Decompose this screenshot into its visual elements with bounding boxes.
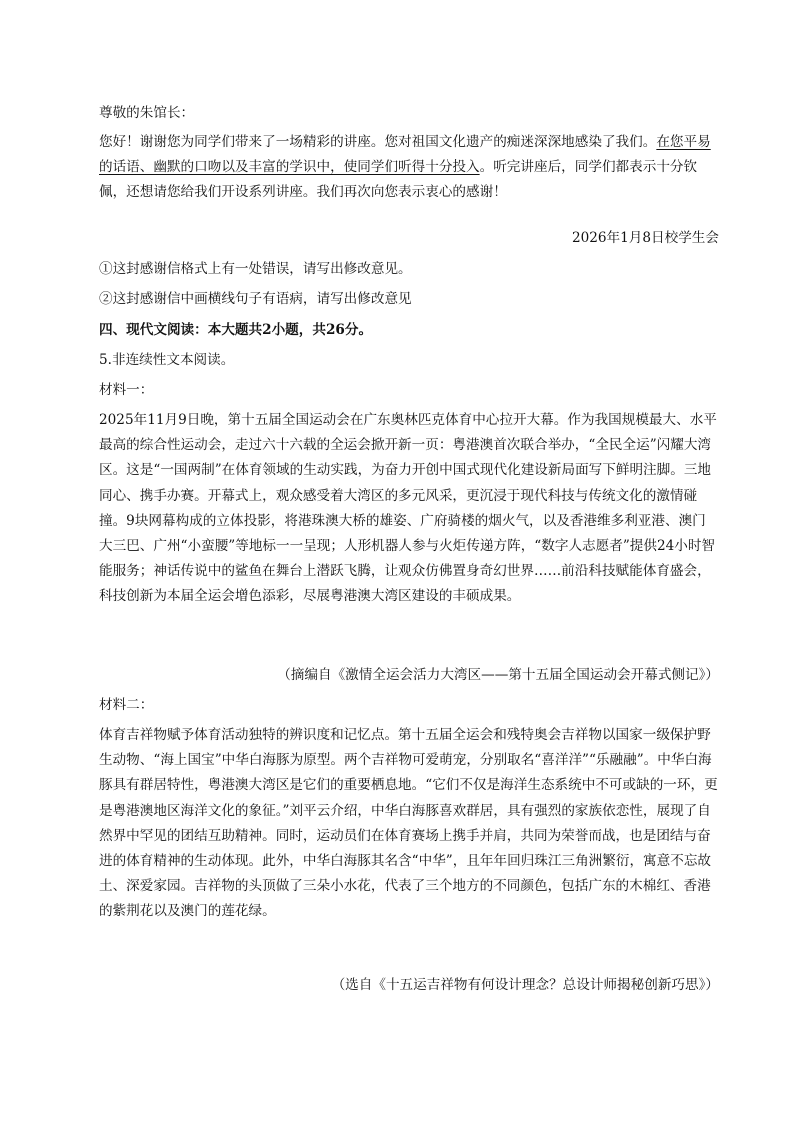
material-2-text: 体育吉祥物赋予体育活动独特的辨识度和记忆点。第十五届全运会和残特奥会吉祥物以国家一级保护野生动物、“海上国宝”中华白海豚为原型。两个吉祥物可爱萌宠，分别取名“喜洋洋”“乐融融”。中华白海豚具有群居特性，粤港澳大湾区是它们的重要栖息地。“它们不仅是海洋生态系统中不可或缺的一环，更是粤港澳地区海洋文化的象征。”刘平云介绍，中华白海豚喜欢群居，具有强烈的家族依恋性，展现了自然界中罕见的团结互助精神。同时，运动员们在体育赛场上携手并肩，共同为荣誉而战，也是团结与奋进的体育精神的生动体现。此外，中华白海豚其名含“中华”，且年年回归珠江三角洲繁衍，寓意不忘故土、深爱家园。吉祥物的头顶做了三朵小水花，代表了三个地方的不同颜色，包括广东的木棉红、香港的紫荆花以及澳门的莲花绿。 [99,727,718,920]
material-1-label: 材料一： [99,382,154,398]
material-2-source: （选自《十五运吉祥物有何设计理念？总设计师揭秘创新巧思》） [331,977,719,993]
letter-body-text-end: 。听完讲座后，同学们都表示十分钦佩，还想请您给我们开设系列讲座。我们再次向您表示衷心的感谢！ [99,159,698,201]
material-2-label: 材料二： [99,697,154,713]
letter-date-signature: 2026年1月8日校学生会 [571,230,719,246]
letter-body [99,130,719,206]
material-1-text: 2025年11月9日晚，第十五届全国运动会在广东奥林匹克体育中心拉开大幕。作为我国规模最大、水平最高的综合性运动会，走过六十六载的全运会掀开新一页：粤港澳首次联合举办，“全民全运”闪耀大湾区。这是“一国两制”在体育领域的生动实践，为奋力开创中国式现代化建设新局面写下鲜明注脚。三地同心、携手办赛。开幕式上，观众感受着大湾区的多元风采，更沉浸于现代科技与传统文化的激情碰撞。9块网幕构成的立体投影，将港珠澳大桥的雄姿、广府骑楼的烟火气，以及香港维多利亚港、澳门大三巴、广州“小蛮腰”等地标一一呈现；人形机器人参与火炬传递方阵，“数字人志愿者”提供24小时智能服务；神话传说中的鲨鱼在舞台上潜跃飞腾，让观众仿佛置身奇幻世界……前沿科技赋能体育盛会，科技创新为本届全运会增色添彩，尽展粤港澳大湾区建设的丰硕成果。 [99,412,717,605]
material-1-source: （摘编自《激情全运会活力大湾区——第十五届全国运动会开幕式侧记》） [277,667,719,683]
question-1: ①这封感谢信格式上有一处错误，请写出修改意见。 [99,261,412,277]
section-heading: 四、现代文阅读：本大题共2小题，共26分。 [99,322,373,338]
question-2: ②这封感谢信中画横线句子有语病，请写出修改意见 [99,291,412,307]
underlined-sentence: 在您平易的话语、幽默的口吻以及丰富的学识中，使同学们听得十分投入 [99,134,711,176]
question-5: 5.非连续性文本阅读。 [99,352,235,368]
letter-salutation: 尊敬的朱馆长： [99,105,195,121]
letter-body-text: 您好！谢谢您为同学们带来了一场精彩的讲座。您对祖国文化遗产的痴迷深深地感染了我们。 [99,134,657,150]
